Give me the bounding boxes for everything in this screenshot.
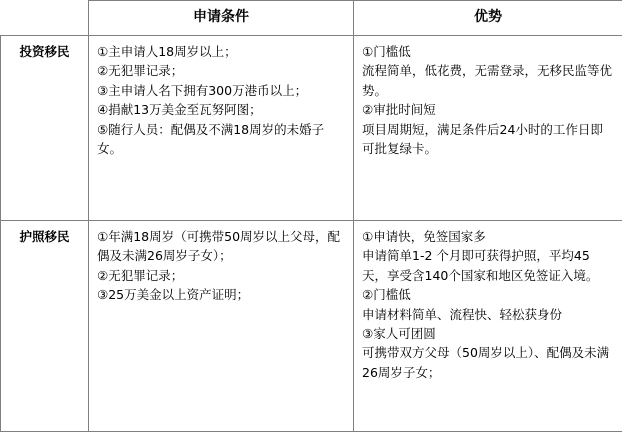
condition-line: ①主申请人18周岁以上； xyxy=(97,42,345,61)
table-corner-cell xyxy=(1,1,89,36)
advantage-line: 申请材料简单、流程快、轻松获身份 xyxy=(362,305,614,324)
row-label-passport-immigration: 护照移民 xyxy=(1,221,89,432)
advantage-line: ①门槛低 xyxy=(362,42,614,61)
table-body xyxy=(1,36,622,432)
table-header xyxy=(1,1,622,36)
table-row xyxy=(1,221,622,432)
column-header-advantages: 优势 xyxy=(354,1,622,36)
advantage-line: ②门槛低 xyxy=(362,285,614,304)
column-header-conditions: 申请条件 xyxy=(89,1,354,36)
advantage-line: 项目周期短，满足条件后24小时的工作日即可批复绿卡。 xyxy=(362,120,614,159)
advantage-line: 流程简单，低花费，无需登录，无移民监等优势。 xyxy=(362,61,614,100)
advantage-line: ③家人可团圆 xyxy=(362,324,614,343)
cell-passport-conditions xyxy=(89,221,354,432)
condition-line: ③25万美金以上资产证明； xyxy=(97,285,345,304)
table-row xyxy=(1,36,622,221)
row-label-investment-immigration: 投资移民 xyxy=(1,36,89,221)
condition-line: ⑤随行人员：配偶及不满18周岁的未婚子女。 xyxy=(97,120,345,159)
condition-line: ①年满18周岁（可携带50周岁以上父母，配偶及未满26周岁子女）； xyxy=(97,227,345,266)
condition-line: ③主申请人名下拥有300万港币以上； xyxy=(97,81,345,100)
advantage-line: ①申请快，免签国家多 xyxy=(362,227,614,246)
cell-passport-advantages xyxy=(354,221,622,432)
condition-line: ④捐献13万美金至瓦努阿图； xyxy=(97,100,345,119)
advantage-line: 申请简单1-2 个月即可获得护照，平均45天，享受含140个国家和地区免签证入境。 xyxy=(362,246,614,285)
condition-line: ②无犯罪记录； xyxy=(97,61,345,80)
advantage-line: ②审批时间短 xyxy=(362,100,614,119)
cell-investment-advantages xyxy=(354,36,622,221)
condition-line: ②无犯罪记录； xyxy=(97,266,345,285)
advantage-line: 可携带双方父母（50周岁以上）、配偶及未满26周岁子女； xyxy=(362,343,614,382)
cell-investment-conditions xyxy=(89,36,354,221)
table-header-row xyxy=(1,1,622,36)
